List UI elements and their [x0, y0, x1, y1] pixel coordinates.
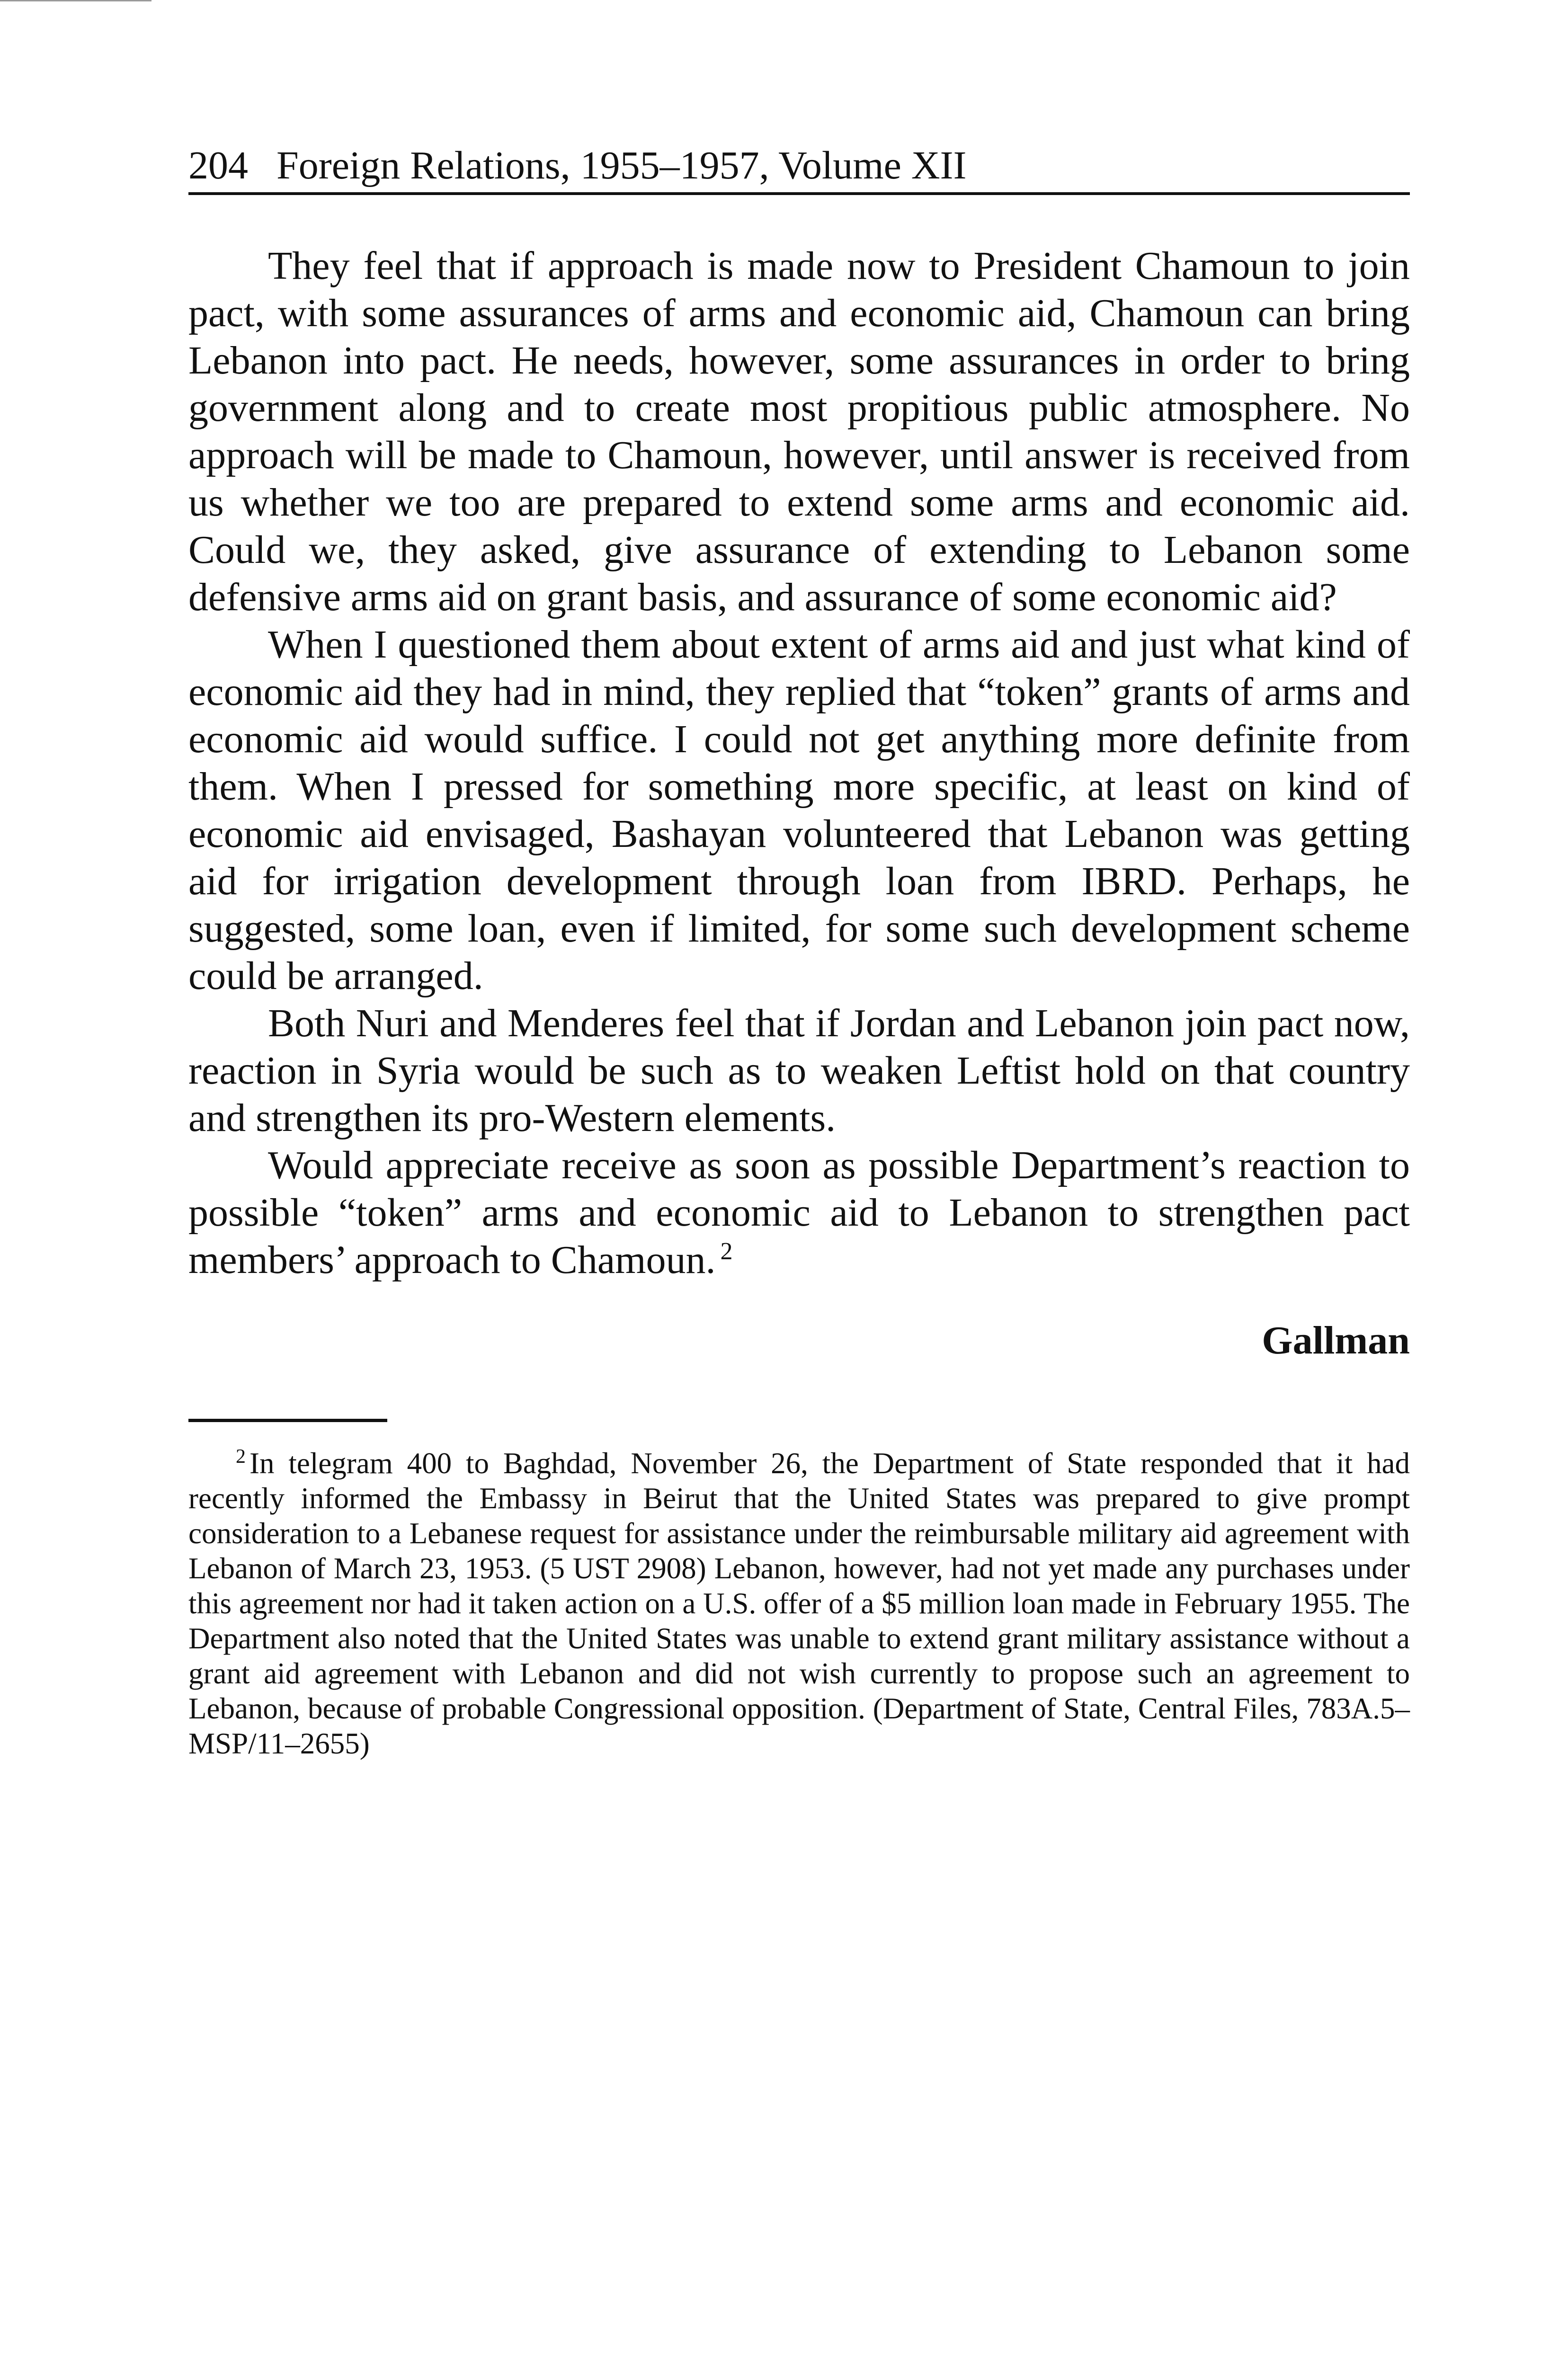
- footnote-reference[interactable]: 2: [720, 1238, 733, 1265]
- telegram-body: [188, 242, 1410, 1284]
- body-paragraph: Both Nuri and Menderes feel that if Jordan and Lebanon join pact now, reaction in Syria would be such as to weaken Leftist hold on that country and strengthen its pro-Western elements.: [188, 1001, 1410, 1140]
- document-page: [188, 142, 1410, 1791]
- scan-edge-rule: [0, 0, 151, 1]
- body-paragraph-final: [188, 1142, 1410, 1284]
- signature: Gallman: [1262, 1318, 1410, 1362]
- footnote-number: 2: [236, 1446, 246, 1468]
- final-paragraph-text: Would appreciate receive as soon as possible Department’s reaction to possible “token” arms and economic aid to Lebanon to strengthen pact members’ approach to Chamoun.: [188, 1143, 1410, 1282]
- volume-title: Foreign Relations, 1955–1957, Volume XII: [276, 143, 967, 187]
- page-number: 204: [188, 143, 248, 187]
- footnote-text: In telegram 400 to Baghdad, November 26, the Department of State responded that it had recently informed the Embassy in Beirut that the United States was prepared to give prompt consideration to a Lebanese request for assistance under the reimbursable military aid agreement with Lebanon of March 23, 1953. (5 UST 2908) Lebanon, however, had not yet made any purchases under this agreement nor had it taken action on a U.S. offer of a $5 million loan made in February 1955. The Department also noted that the United States was unable to extend grant military assistance without a grant aid agreement with Lebanon and did not wish currently to propose such an agreement to Lebanon, because of probable Congressional opposition. (Department of State, Central Files, 783A.5–MSP/11–2655): [188, 1447, 1410, 1760]
- footnote: [188, 1446, 1410, 1761]
- body-paragraph: When I questioned them about extent of arms aid and just what kind of economic aid they had in mind, they replied that “token” grants of arms and economic aid would suffice. I could not get anything more definite from them. When I pressed for something more specific, at least on kind of economic aid envisaged, Bashayan volunteered that Lebanon was getting aid for irrigation development through loan from IBRD. Perhaps, he suggested, some loan, even if limited, for some such development scheme could be arranged.: [188, 623, 1410, 998]
- body-paragraph: They feel that if approach is made now to President Chamoun to join pact, with some assurances of arms and economic aid, Chamoun can bring Lebanon into pact. He needs, however, some assurances in order to bring government along and to create most propitious public atmosphere. No approach will be made to Chamoun, however, until answer is received from us whether we too are prepared to extend some arms and economic aid. Could we, they asked, give assurance of extending to Lebanon some defensive arms aid on grant basis, and assurance of some economic aid?: [188, 244, 1410, 619]
- footnote-divider: [188, 1419, 387, 1422]
- running-head: [188, 142, 1410, 195]
